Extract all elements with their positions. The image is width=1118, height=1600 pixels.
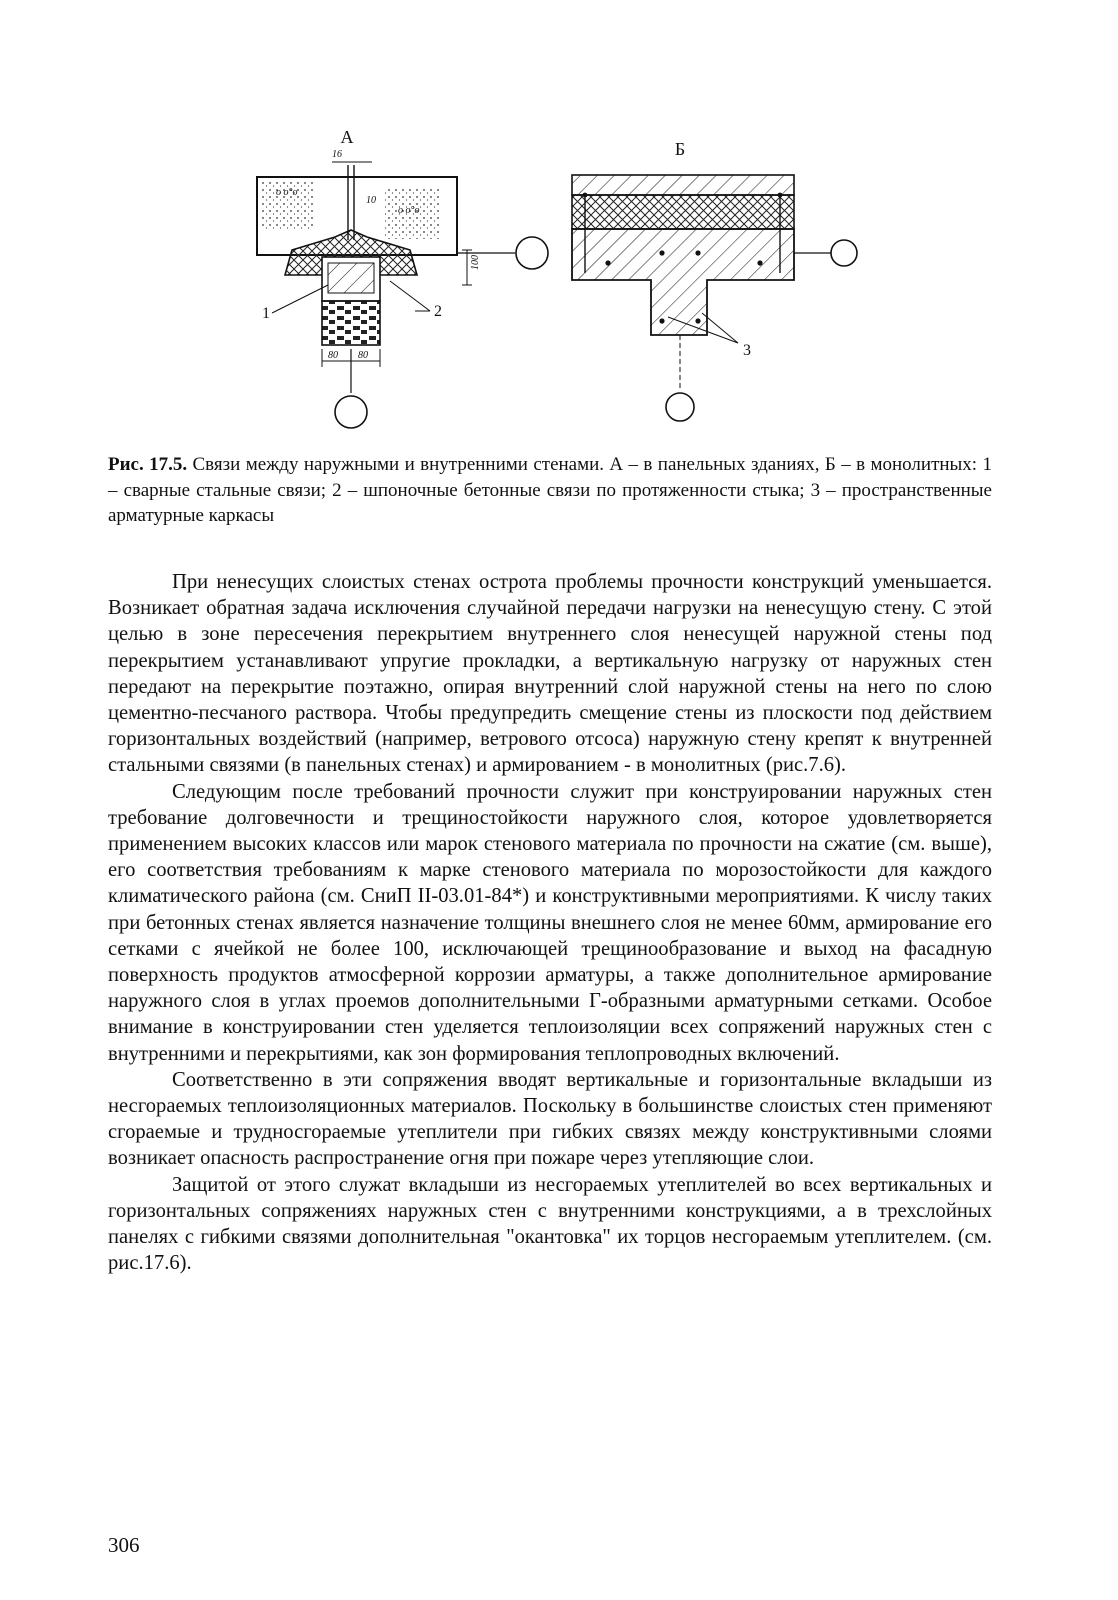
paragraph: Защитой от этого служат вкладыши из несгораемых утеплителей во всех вертикальных и горизонтальных сопряжениях наружных стен с внутренними конструкциями, а в трехслойных панелях с гибкими связями дополнительная "окантовка" их торцов несгораемым утеплителем. (см. рис.17.6). — [108, 1173, 992, 1275]
axis-marker-a-right — [516, 237, 548, 269]
dimension-100: 100 — [470, 255, 481, 270]
paragraph: Соответственно в эти сопряжения вводят вертикальные и горизонтальные вкладыши из несгораемых теплоизоляционных материалов. Поскольку в большинстве слоистых стен применяют сгораемые и трудносгораемые утеплители при гибких связях между конструктивными слоями возникает опасность распространение огня при пожаре через утепляющие слои. — [108, 1068, 992, 1170]
drawing-a — [257, 127, 548, 428]
dimension-10: 10 — [366, 195, 376, 206]
dimension-80-right: 80 — [358, 350, 368, 361]
callout-3: 3 — [743, 342, 751, 359]
monolithic-t-junction — [572, 229, 794, 335]
dimension-80-left: 80 — [328, 350, 338, 361]
axis-marker-b-right — [831, 240, 857, 266]
insulation-layer — [572, 195, 794, 229]
paragraph: Следующим после требований прочности служит при конструировании наружных стен требование долговечности и трещиностойкости наружного слоя, которое удовлетворяется применением высоких классов или марок стенового материала по прочности на сжатие (см. выше), его соответствия требованиям к марке стенового материала по морозостойкости для каждого климатического района (см. СниП II-03.01-84*) и конструктивными мероприятиями. К числу таких при бетонных стенах является назначение толщины внешнего слоя не менее 60мм, армирование его сетками с ячейкой не более 100, исключающей трещинообразование и выход на фасадную поверхность продуктов атмосферной коррозии арматуры, а также дополнительное армирование наружного слоя в углах проемов дополнительными Г-образными арматурными сетками. Особое внимание в конструировании стен уделяется теплоизоляции всех сопряжений наружных стен с внутренними и перекрытиями, как зон формирования теплопроводных включений. — [108, 780, 992, 1065]
aggregate-mark-right: o o°o — [398, 205, 420, 216]
figure-17-5 — [240, 125, 880, 440]
body-text — [108, 569, 992, 1276]
callout-1: 1 — [262, 305, 270, 322]
paragraph: При ненесущих слоистых стенах острота проблемы прочности конструкций уменьшается. Возникает обратная задача исключения случайной передачи нагрузки на ненесущую стену. С этой целью в зоне пересечения перекрытием внутреннего слоя ненесущей наружной стены под перекрытием устанавливают упругие прокладки, а вертикальную нагрузку от наружных стен передают на перекрытие поэтажно, опирая внутренний слой наружной стены на него по слою цементно-песчаного раствора. Чтобы предупредить смещение стены из плоскости под действием горизонтальных воздействий (например, ветрового отсоса) наружную стену крепят к внутренней стальными связями (в панельных стенах) и армированием - в монолитных (рис.7.6). — [108, 571, 992, 777]
callout-2: 2 — [434, 303, 442, 320]
inner-wall-a — [322, 301, 380, 345]
label-b: Б — [674, 139, 686, 159]
caption-text: Связи между наружными и внутренними стенами. А – в панельных зданиях, Б – в монолитных: 1 – сварные стальные связи; 2 – шпоночные бетонные связи по протяженности стыка; 3 – пространственные арматурные каркасы — [108, 454, 992, 526]
label-a: А — [340, 127, 354, 147]
caption-prefix: Рис. 17.5. — [108, 454, 188, 475]
axis-marker-a-bottom — [335, 396, 367, 428]
page-number: 306 — [108, 1533, 140, 1557]
dimension-16: 16 — [332, 149, 342, 160]
figure-caption — [108, 452, 992, 529]
aggregate-mark-left: o o°o — [276, 187, 298, 198]
drawing-b — [572, 139, 857, 421]
axis-marker-b-bottom — [666, 393, 694, 421]
